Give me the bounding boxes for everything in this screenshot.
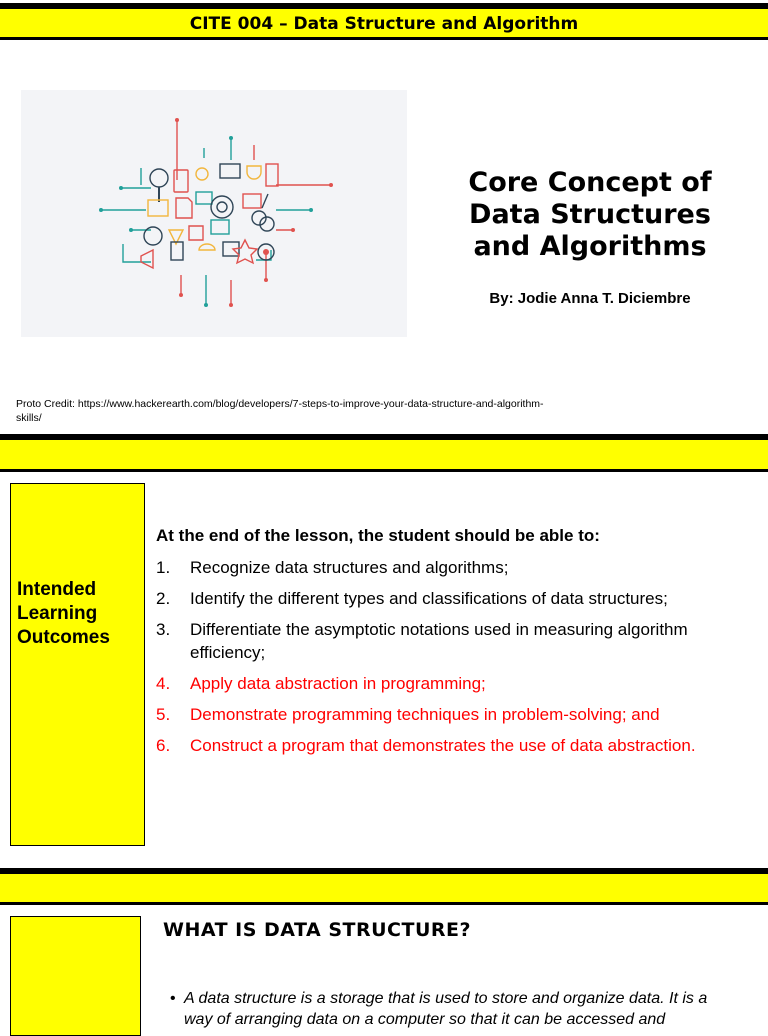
item-number: 2.	[156, 589, 171, 608]
list-item	[156, 672, 756, 695]
item-number: 1.	[156, 558, 171, 577]
author-line: By: Jodie Anna T. Diciembre	[489, 290, 691, 307]
ilo-sidebox	[10, 483, 145, 846]
section-heading: WHAT IS DATA STRUCTURE?	[163, 919, 472, 941]
header-rule-bottom	[0, 37, 768, 40]
item-text: Construct a program that demonstrates the use of data abstraction.	[190, 736, 696, 755]
bullet-text: A data structure is a storage that is used to store and organize data. It is a way of arranging data on a computer so that it can be accessed and	[184, 990, 708, 1028]
item-text: Demonstrate programming techniques in problem-solving; and	[190, 705, 660, 724]
item-number: 5.	[156, 705, 171, 724]
item-text: Identify the different types and classifications of data structures;	[190, 589, 668, 608]
list-item	[156, 587, 756, 610]
deck-title: Core Concept of Data Structures and Algorithms	[468, 167, 712, 262]
data-structure-icon-collage	[21, 90, 407, 337]
item-number: 4.	[156, 674, 171, 693]
list-item	[156, 556, 756, 579]
photo-credit: Proto Credit: https://www.hackerearth.com/blog/developers/7-steps-to-improve-your-data-structure-and-algorithm-skills/	[16, 398, 544, 424]
slide3-band	[0, 874, 768, 904]
slide3-sidebox	[10, 916, 141, 1036]
item-text: Differentiate the asymptotic notations used in measuring algorithm efficiency;	[190, 620, 688, 662]
bullet-icon: •	[170, 990, 176, 1007]
course-title: CITE 004 – Data Structure and Algorithm	[189, 14, 579, 34]
item-number: 3.	[156, 620, 171, 639]
list-item	[156, 734, 756, 757]
outcomes-list	[156, 556, 756, 765]
slide2-rule-bottom	[0, 469, 768, 472]
hero-image	[21, 90, 407, 337]
item-number: 6.	[156, 736, 171, 755]
item-text: Apply data abstraction in programming;	[190, 674, 486, 693]
ilo-label: Intended Learning Outcomes	[17, 579, 110, 648]
slide3-rule-bottom	[0, 902, 768, 905]
outcomes-lead: At the end of the lesson, the student should be able to:	[156, 526, 600, 545]
slide2-band	[0, 440, 768, 470]
list-item	[156, 618, 756, 664]
item-text: Recognize data structures and algorithms;	[190, 558, 509, 577]
list-item	[156, 703, 756, 726]
